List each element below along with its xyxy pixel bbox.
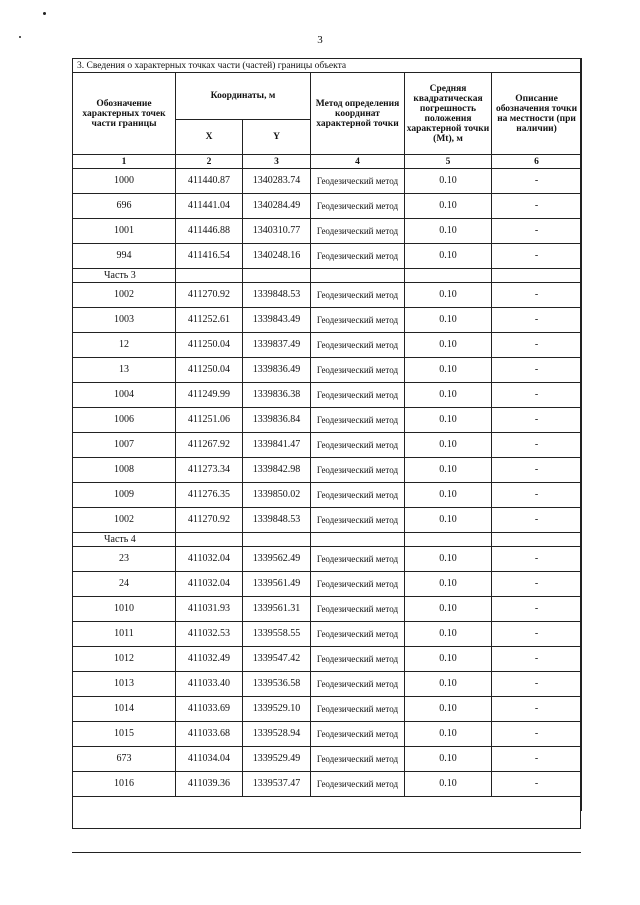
table-row xyxy=(73,722,582,747)
method-cell: Геодезический метод xyxy=(311,772,405,797)
method-cell: Геодезический метод xyxy=(311,722,405,747)
x-coordinate-cell: 411416.54 xyxy=(176,244,243,269)
point-id-cell: 1002 xyxy=(73,283,176,308)
y-coordinate-cell: 1339562.49 xyxy=(243,547,311,572)
accuracy-cell: 0.10 xyxy=(405,308,492,333)
method-cell: Геодезический метод xyxy=(311,508,405,533)
point-id-cell: 13 xyxy=(73,358,176,383)
table-row xyxy=(73,772,582,797)
description-cell: - xyxy=(492,483,582,508)
accuracy-cell: 0.10 xyxy=(405,283,492,308)
table-row xyxy=(73,747,582,772)
description-cell: - xyxy=(492,508,582,533)
column-number: 4 xyxy=(311,155,405,169)
y-coordinate-cell: 1339842.98 xyxy=(243,458,311,483)
y-coordinate-cell: 1339837.49 xyxy=(243,333,311,358)
description-cell: - xyxy=(492,597,582,622)
description-cell: - xyxy=(492,722,582,747)
table-row xyxy=(73,244,582,269)
y-coordinate-cell: 1339561.49 xyxy=(243,572,311,597)
accuracy-cell: 0.10 xyxy=(405,383,492,408)
accuracy-cell: 0.10 xyxy=(405,722,492,747)
accuracy-cell: 0.10 xyxy=(405,697,492,722)
x-coordinate-cell: 411033.40 xyxy=(176,672,243,697)
method-cell: Геодезический метод xyxy=(311,458,405,483)
method-cell: Геодезический метод xyxy=(311,383,405,408)
method-cell: Геодезический метод xyxy=(311,333,405,358)
point-id-cell: 1013 xyxy=(73,672,176,697)
accuracy-cell: 0.10 xyxy=(405,483,492,508)
point-id-cell: 1010 xyxy=(73,597,176,622)
description-cell: - xyxy=(492,308,582,333)
accuracy-cell: 0.10 xyxy=(405,672,492,697)
x-coordinate-cell: 411032.53 xyxy=(176,622,243,647)
y-coordinate-cell: 1340283.74 xyxy=(243,169,311,194)
point-id-cell: 23 xyxy=(73,547,176,572)
empty-cell xyxy=(492,269,582,283)
table-row xyxy=(73,194,582,219)
x-coordinate-cell: 411034.04 xyxy=(176,747,243,772)
description-cell: - xyxy=(492,772,582,797)
table-row xyxy=(73,308,582,333)
part-label: Часть 3 xyxy=(73,269,176,283)
point-id-cell: 1001 xyxy=(73,219,176,244)
point-id-cell: 1003 xyxy=(73,308,176,333)
part-row xyxy=(73,269,582,283)
x-coordinate-cell: 411270.92 xyxy=(176,508,243,533)
accuracy-cell: 0.10 xyxy=(405,169,492,194)
accuracy-cell: 0.10 xyxy=(405,194,492,219)
x-coordinate-cell: 411267.92 xyxy=(176,433,243,458)
x-coordinate-cell: 411033.69 xyxy=(176,697,243,722)
table-row xyxy=(73,433,582,458)
description-cell: - xyxy=(492,547,582,572)
method-cell: Геодезический метод xyxy=(311,408,405,433)
table-row xyxy=(73,572,582,597)
accuracy-cell: 0.10 xyxy=(405,508,492,533)
column-number: 2 xyxy=(176,155,243,169)
x-coordinate-cell: 411441.04 xyxy=(176,194,243,219)
x-coordinate-cell: 411250.04 xyxy=(176,333,243,358)
accuracy-cell: 0.10 xyxy=(405,622,492,647)
y-coordinate-cell: 1339848.53 xyxy=(243,508,311,533)
x-coordinate-cell: 411032.49 xyxy=(176,647,243,672)
description-cell: - xyxy=(492,333,582,358)
point-id-cell: 1014 xyxy=(73,697,176,722)
method-cell: Геодезический метод xyxy=(311,358,405,383)
point-id-cell: 1016 xyxy=(73,772,176,797)
table-row xyxy=(73,333,582,358)
bottom-rule xyxy=(72,852,581,853)
method-cell: Геодезический метод xyxy=(311,547,405,572)
empty-cell xyxy=(243,269,311,283)
table-row xyxy=(73,283,582,308)
y-coordinate-cell: 1339528.94 xyxy=(243,722,311,747)
table-caption: 3. Сведения о характерных точках части (частей) границы объекта xyxy=(73,59,582,73)
point-id-cell: 1012 xyxy=(73,647,176,672)
x-coordinate-cell: 411446.88 xyxy=(176,219,243,244)
table-row xyxy=(73,547,582,572)
header-designation: Обозначение характерных точек части границы xyxy=(73,73,176,155)
y-coordinate-cell: 1340248.16 xyxy=(243,244,311,269)
accuracy-cell: 0.10 xyxy=(405,358,492,383)
method-cell: Геодезический метод xyxy=(311,572,405,597)
description-cell: - xyxy=(492,433,582,458)
accuracy-cell: 0.10 xyxy=(405,408,492,433)
description-cell: - xyxy=(492,408,582,433)
y-coordinate-cell: 1339536.58 xyxy=(243,672,311,697)
accuracy-cell: 0.10 xyxy=(405,772,492,797)
description-cell: - xyxy=(492,572,582,597)
table-row xyxy=(73,358,582,383)
method-cell: Геодезический метод xyxy=(311,283,405,308)
page-number: 3 xyxy=(317,34,323,46)
point-id-cell: 696 xyxy=(73,194,176,219)
y-coordinate-cell: 1340284.49 xyxy=(243,194,311,219)
y-coordinate-cell: 1339529.10 xyxy=(243,697,311,722)
y-coordinate-cell: 1339848.53 xyxy=(243,283,311,308)
x-coordinate-cell: 411270.92 xyxy=(176,283,243,308)
header-y: Y xyxy=(243,120,311,155)
point-id-cell: 1004 xyxy=(73,383,176,408)
accuracy-cell: 0.10 xyxy=(405,244,492,269)
table-row xyxy=(73,219,582,244)
method-cell: Геодезический метод xyxy=(311,219,405,244)
point-id-cell: 1007 xyxy=(73,433,176,458)
column-number: 1 xyxy=(73,155,176,169)
empty-row xyxy=(73,797,582,812)
empty-cell xyxy=(405,269,492,283)
method-cell: Геодезический метод xyxy=(311,308,405,333)
empty-cell xyxy=(405,533,492,547)
header-accuracy: Средняя квадратическая погрешность положения характерной точки (Mt), м xyxy=(405,73,492,155)
y-coordinate-cell: 1339850.02 xyxy=(243,483,311,508)
scan-speck xyxy=(43,12,46,15)
description-cell: - xyxy=(492,194,582,219)
point-id-cell: 1008 xyxy=(73,458,176,483)
point-id-cell: 1011 xyxy=(73,622,176,647)
x-coordinate-cell: 411251.06 xyxy=(176,408,243,433)
accuracy-cell: 0.10 xyxy=(405,333,492,358)
accuracy-cell: 0.10 xyxy=(405,458,492,483)
description-cell: - xyxy=(492,697,582,722)
accuracy-cell: 0.10 xyxy=(405,647,492,672)
x-coordinate-cell: 411273.34 xyxy=(176,458,243,483)
x-coordinate-cell: 411440.87 xyxy=(176,169,243,194)
x-coordinate-cell: 411276.35 xyxy=(176,483,243,508)
description-cell: - xyxy=(492,747,582,772)
table-body xyxy=(73,59,582,812)
x-coordinate-cell: 411249.99 xyxy=(176,383,243,408)
y-coordinate-cell: 1339529.49 xyxy=(243,747,311,772)
header-coordinates: Координаты, м xyxy=(176,73,311,120)
y-coordinate-cell: 1340310.77 xyxy=(243,219,311,244)
point-id-cell: 12 xyxy=(73,333,176,358)
method-cell: Геодезический метод xyxy=(311,433,405,458)
accuracy-cell: 0.10 xyxy=(405,219,492,244)
table-row xyxy=(73,622,582,647)
point-id-cell: 1002 xyxy=(73,508,176,533)
x-coordinate-cell: 411032.04 xyxy=(176,547,243,572)
x-coordinate-cell: 411033.68 xyxy=(176,722,243,747)
description-cell: - xyxy=(492,283,582,308)
description-cell: - xyxy=(492,219,582,244)
y-coordinate-cell: 1339843.49 xyxy=(243,308,311,333)
description-cell: - xyxy=(492,672,582,697)
method-cell: Геодезический метод xyxy=(311,244,405,269)
empty-cell xyxy=(176,269,243,283)
table-row xyxy=(73,408,582,433)
accuracy-cell: 0.10 xyxy=(405,747,492,772)
method-cell: Геодезический метод xyxy=(311,647,405,672)
y-coordinate-cell: 1339836.49 xyxy=(243,358,311,383)
x-coordinate-cell: 411032.04 xyxy=(176,572,243,597)
description-cell: - xyxy=(492,383,582,408)
description-cell: - xyxy=(492,622,582,647)
column-number-row xyxy=(73,155,582,169)
y-coordinate-cell: 1339561.31 xyxy=(243,597,311,622)
column-number: 3 xyxy=(243,155,311,169)
table-row xyxy=(73,483,582,508)
part-label: Часть 4 xyxy=(73,533,176,547)
header-x: X xyxy=(176,120,243,155)
x-coordinate-cell: 411031.93 xyxy=(176,597,243,622)
point-id-cell: 1006 xyxy=(73,408,176,433)
table-row xyxy=(73,383,582,408)
column-number: 5 xyxy=(405,155,492,169)
table-row xyxy=(73,169,582,194)
table-row xyxy=(73,672,582,697)
method-cell: Геодезический метод xyxy=(311,697,405,722)
part-row xyxy=(73,533,582,547)
x-coordinate-cell: 411250.04 xyxy=(176,358,243,383)
table-row xyxy=(73,647,582,672)
table-row xyxy=(73,597,582,622)
table-row xyxy=(73,508,582,533)
description-cell: - xyxy=(492,458,582,483)
y-coordinate-cell: 1339836.84 xyxy=(243,408,311,433)
point-id-cell: 1015 xyxy=(73,722,176,747)
accuracy-cell: 0.10 xyxy=(405,433,492,458)
empty-cell xyxy=(176,533,243,547)
empty-cell xyxy=(243,533,311,547)
description-cell: - xyxy=(492,169,582,194)
accuracy-cell: 0.10 xyxy=(405,547,492,572)
table-row xyxy=(73,458,582,483)
empty-cell xyxy=(492,533,582,547)
empty-cell xyxy=(73,797,582,812)
method-cell: Геодезический метод xyxy=(311,169,405,194)
method-cell: Геодезический метод xyxy=(311,622,405,647)
point-id-cell: 1009 xyxy=(73,483,176,508)
method-cell: Геодезический метод xyxy=(311,597,405,622)
header-description: Описание обозначения точки на местности (при наличии) xyxy=(492,73,582,155)
method-cell: Геодезический метод xyxy=(311,747,405,772)
x-coordinate-cell: 411252.61 xyxy=(176,308,243,333)
description-cell: - xyxy=(492,647,582,672)
y-coordinate-cell: 1339558.55 xyxy=(243,622,311,647)
y-coordinate-cell: 1339841.47 xyxy=(243,433,311,458)
y-coordinate-cell: 1339547.42 xyxy=(243,647,311,672)
boundary-points-table xyxy=(72,58,582,811)
point-id-cell: 994 xyxy=(73,244,176,269)
empty-cell xyxy=(311,533,405,547)
description-cell: - xyxy=(492,244,582,269)
method-cell: Геодезический метод xyxy=(311,483,405,508)
description-cell: - xyxy=(492,358,582,383)
y-coordinate-cell: 1339537.47 xyxy=(243,772,311,797)
point-id-cell: 24 xyxy=(73,572,176,597)
accuracy-cell: 0.10 xyxy=(405,597,492,622)
x-coordinate-cell: 411039.36 xyxy=(176,772,243,797)
method-cell: Геодезический метод xyxy=(311,194,405,219)
empty-cell xyxy=(311,269,405,283)
point-id-cell: 673 xyxy=(73,747,176,772)
y-coordinate-cell: 1339836.38 xyxy=(243,383,311,408)
point-id-cell: 1000 xyxy=(73,169,176,194)
table-row xyxy=(73,697,582,722)
header-method: Метод определения координат характерной точки xyxy=(311,73,405,155)
column-number: 6 xyxy=(492,155,582,169)
accuracy-cell: 0.10 xyxy=(405,572,492,597)
method-cell: Геодезический метод xyxy=(311,672,405,697)
